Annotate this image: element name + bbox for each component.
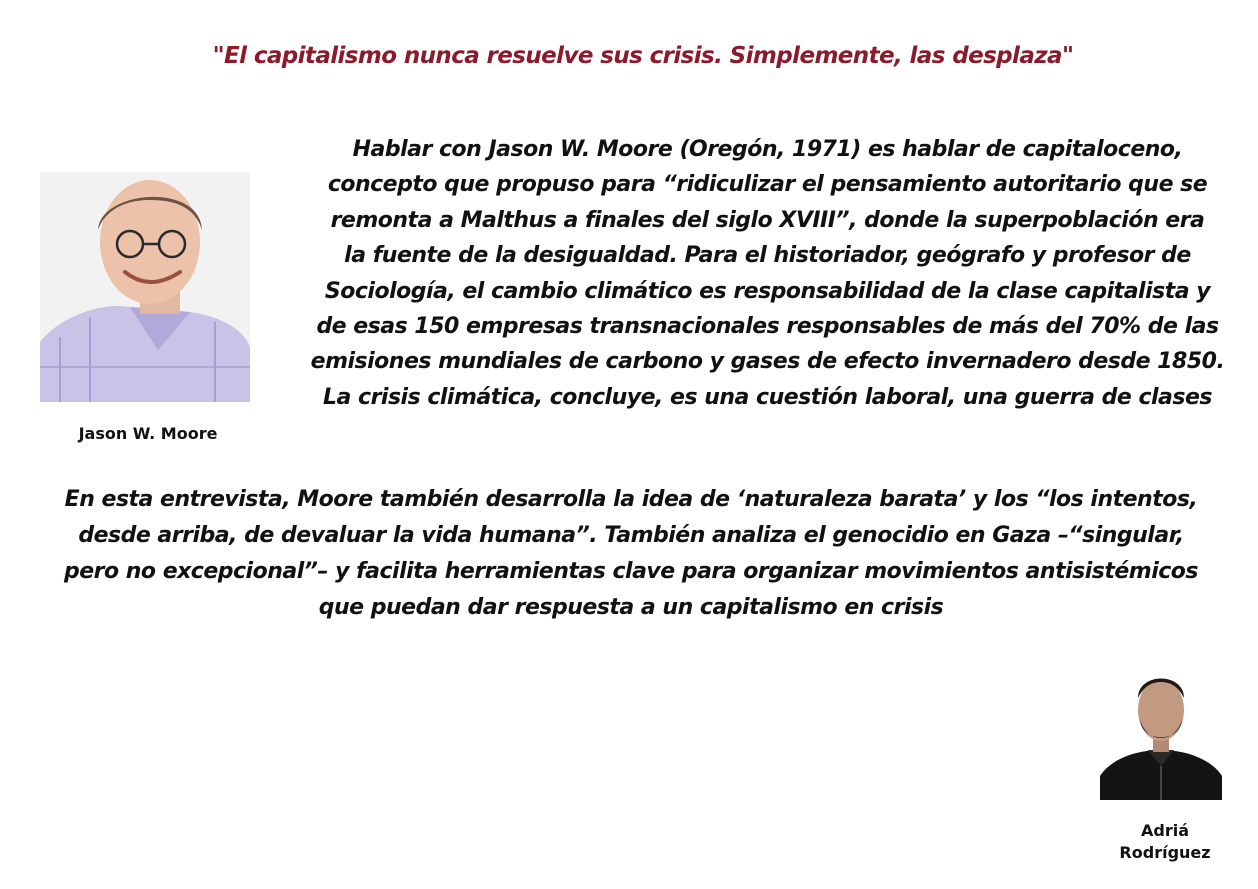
moore-photo (40, 172, 250, 402)
lead-line: pero no excepcional”– y facilita herramientas clave para organizar movimientos antisistémicos (63, 559, 1199, 584)
intro-line: La crisis climática, concluye, es una cuestión laboral, una guerra de clases (323, 384, 1212, 410)
intro-line: Hablar con Jason W. Moore (Oregón, 1971) es hablar de capitaloceno, (352, 137, 1183, 162)
intro-paragraph (290, 132, 1245, 415)
intro-line: concepto que propuso para “ridiculizar el pensamiento autoritario que se (327, 172, 1208, 198)
author-last-name: Rodríguez (1119, 843, 1211, 862)
intro-line: de esas 150 empresas transnacionales responsables de más del 70% de las (316, 314, 1219, 340)
moore-caption: Jason W. Moore (78, 424, 218, 443)
author-caption (1106, 820, 1224, 864)
intro-line: remonta a Malthus a finales del siglo XVIII”, donde la superpoblación era (330, 207, 1205, 233)
intro-line: emisiones mundiales de carbono y gases de efecto invernadero desde 1850. (310, 349, 1225, 375)
lead-line: desde arriba, de devaluar la vida humana”. También analiza el genocidio en Gaza –“singular, (78, 523, 1184, 548)
lead-paragraph (26, 482, 1236, 626)
moore-portrait-illustration (40, 172, 250, 402)
author-first-name: Adriá (1140, 821, 1189, 840)
author-portrait-illustration (1100, 668, 1222, 800)
headline-quote: "El capitalismo nunca resuelve sus crisis. Simplemente, las desplaza" (212, 43, 1074, 69)
intro-line: Sociología, el cambio climático es responsabilidad de la clase capitalista y (324, 278, 1211, 304)
intro-line: la fuente de la desigualdad. Para el historiador, geógrafo y profesor de (344, 243, 1191, 269)
author-photo (1100, 668, 1222, 800)
lead-line: que puedan dar respuesta a un capitalismo en crisis (318, 595, 944, 620)
lead-line: En esta entrevista, Moore también desarrolla la idea de ‘naturaleza barata’ y los “los intentos, (64, 487, 1198, 512)
